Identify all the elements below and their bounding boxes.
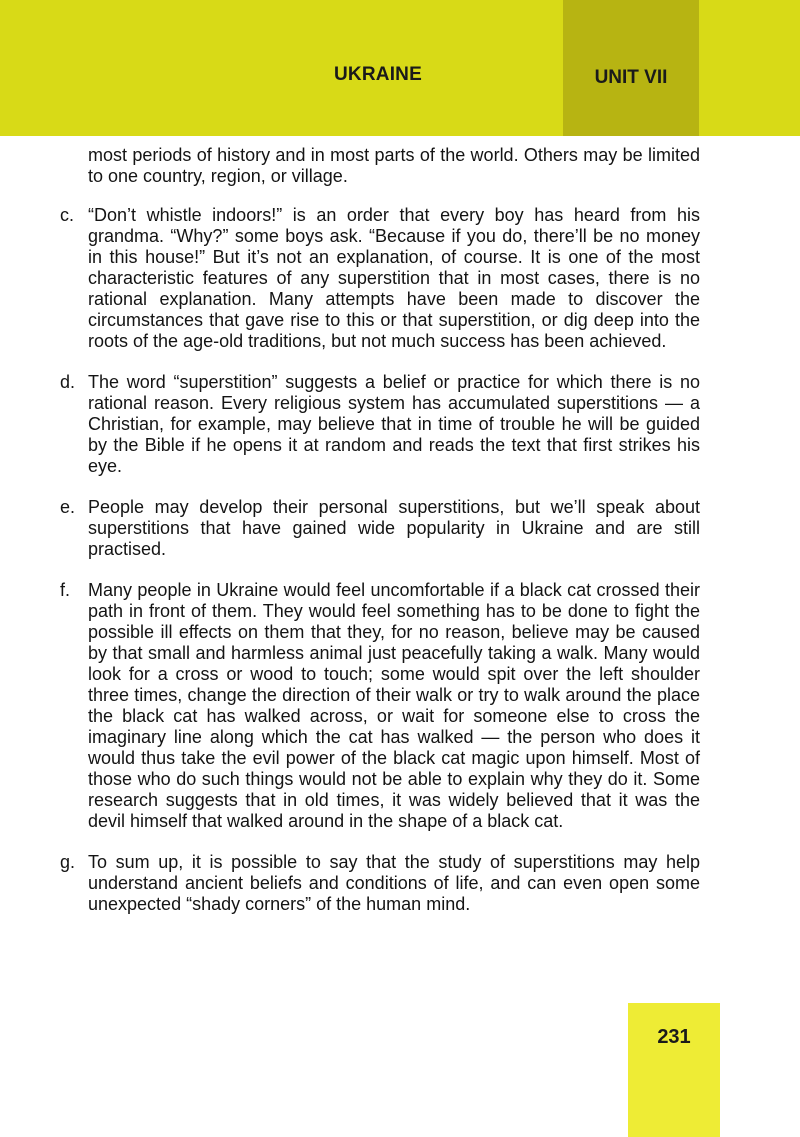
paragraph-g	[60, 852, 700, 915]
paragraph-d	[60, 372, 700, 477]
paragraph-marker: c.	[60, 205, 75, 225]
paragraph-continued	[60, 145, 700, 187]
paragraph-text: most periods of history and in most parts of the world. Others may be limited to one country, region, or village.	[88, 145, 700, 186]
unit-badge	[563, 0, 699, 136]
paragraph-text: People may develop their personal superstitions, but we’ll speak about superstitions that have gained wide popularity in Ukraine and are still practised.	[88, 497, 700, 559]
paragraph-marker: d.	[60, 372, 76, 392]
paragraph-c	[60, 205, 700, 352]
paragraph-text: The word “superstition” suggests a belief or practice for which there is no rational reason. Every religious system has accumulated superstitions — a Christian, for example, may believe that in time of trouble he will be guided by the Bible if he opens it at random and reads the text that first strikes his eye.	[88, 372, 700, 476]
paragraph-text: To sum up, it is possible to say that the study of superstitions may help understand ancient beliefs and conditions of life, and can even open some unexpected “shady corners” of the human mind.	[88, 852, 700, 914]
paragraph-marker: f.	[60, 580, 71, 600]
paragraph-f	[60, 580, 700, 832]
paragraph-text: Many people in Ukraine would feel uncomfortable if a black cat crossed their path in front of them. They would feel something has to be done to fight the possible ill effects on them that they, for no reason, believe may be caused by that small and harmless animal just peacefully taking a walk. Many would look for a cross or wood to touch; some would spit over the left shoulder three times, change the direction of their walk or try to walk around the place the black cat has walked across, or wait for someone else to cross the imaginary line along which the cat has walked — the person who does it would thus take the evil power of the black cat magic upon himself. Most of those who do such things would not be able to explain why they do it. Some research suggests that in old times, it was widely believed that it was the devil himself that walked around in the shape of a black cat.	[88, 580, 700, 831]
page-body	[60, 145, 700, 935]
paragraph-text: “Don’t whistle indoors!” is an order that every boy has heard from his grandma. “Why?” some boys ask. “Because if you do, there’ll be no money in this house!” But it’s not an explanation, of course. It is one of the most characteristic features of any superstition that in most cases, there is no rational explanation. Many attempts have been made to discover the circumstances that gave rise to this or that superstition, or dig deep into the roots of the age-old traditions, but not much success has been achieved.	[88, 205, 700, 351]
page-header-title: UKRAINE	[334, 64, 422, 85]
paragraph-e	[60, 497, 700, 560]
paragraph-marker: e.	[60, 497, 76, 517]
page-number-tab	[628, 1003, 720, 1137]
unit-label: UNIT VII	[594, 67, 668, 88]
header-band	[0, 0, 800, 136]
page-number: 231	[657, 1026, 691, 1048]
paragraph-marker: g.	[60, 852, 76, 872]
